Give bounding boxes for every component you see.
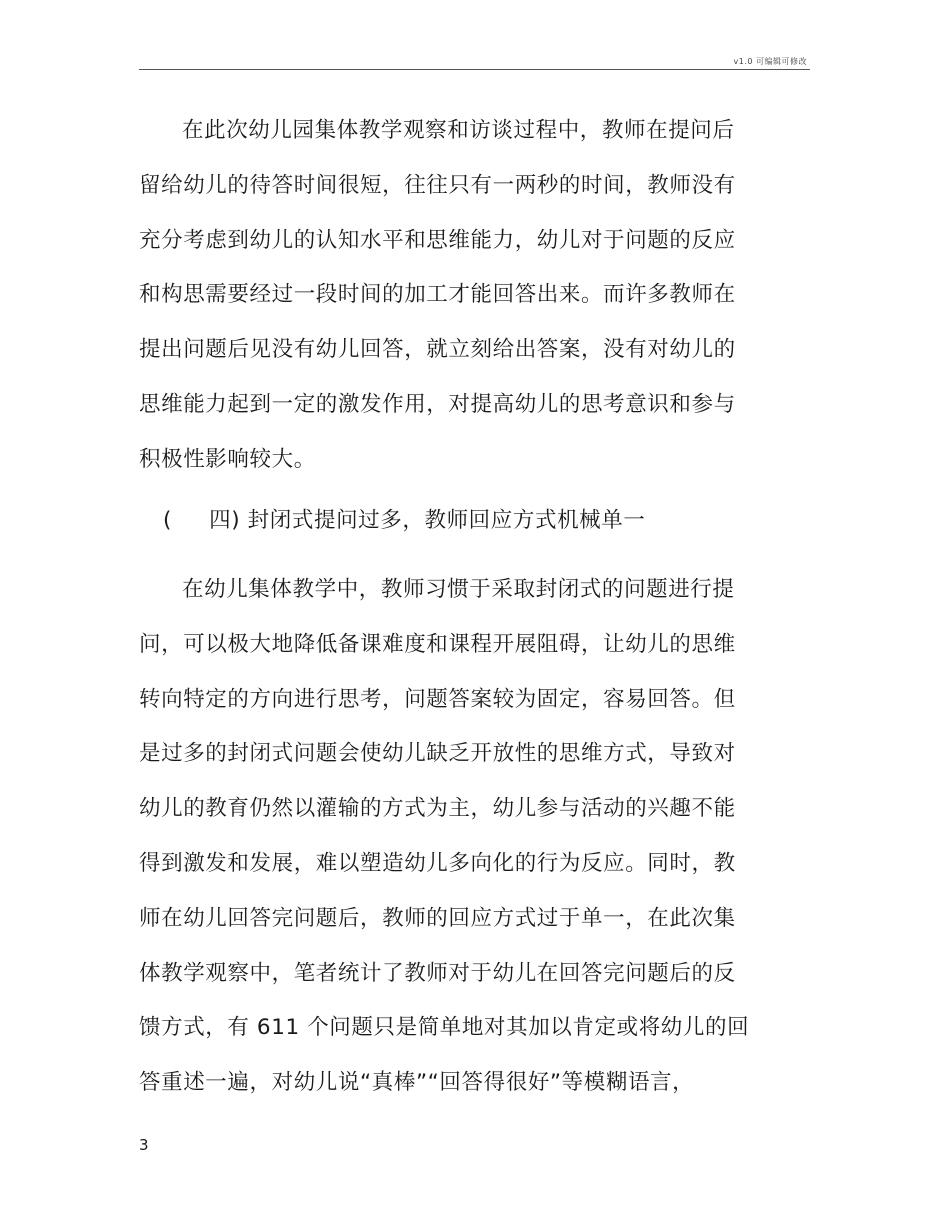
paragraph-text: 在幼儿集体教学中，教师习惯于采取封闭式的问题进行提 问，可以极大地降低备课难度和课程开展阻碍，让幼儿的思维 转向特定的方向进行思考，问题答案较为固定，容易回答。但 是过多的封闭式问题会使幼儿缺乏开放性的思维方式，导致对 幼儿的教育仍然以灌输的方式为主，幼儿参与活动的兴趣不能 得到激发和发展，难以塑造幼儿多向化的行为反应。同时，教 师在幼儿回答完问题后，教师的回应方式过于单一，在此次集 体教学观察中，笔者统计了教师对于幼儿在回答完问题后的反 馈方式，有 611 个问题只是简单地对其加以肯定或将幼儿的回 答重述一遍，对幼儿说“真棒”“回答得很好”等模糊语言， <box>139 577 750 1096</box>
paragraph-text: 在此次幼儿园集体教学观察和访谈过程中，教师在提问后 留给幼儿的待答时间很短，往往只有一两秒的时间，教师没有 充分考虑到幼儿的认知水平和思维能力，幼儿对于问题的反应 和构思需要经过一段时间的加工才能回答出来。而许多教师在 提出问题后见没有幼儿回答，就立刻给出答案，没有对幼儿的 思维能力起到一定的激发作用，对提高幼儿的思考意识和参与 积极性影响较大。 <box>139 118 736 472</box>
paragraph-wait-time <box>139 104 779 488</box>
section-heading: ( 四) 封闭式提问过多，教师回应方式机械单一 <box>163 508 646 533</box>
paragraph-closed-questions <box>139 563 779 1111</box>
header-divider <box>139 69 810 70</box>
header-version-mark: v1.0 可编辑可修改 <box>733 57 807 66</box>
page-number: 3 <box>139 1136 149 1154</box>
